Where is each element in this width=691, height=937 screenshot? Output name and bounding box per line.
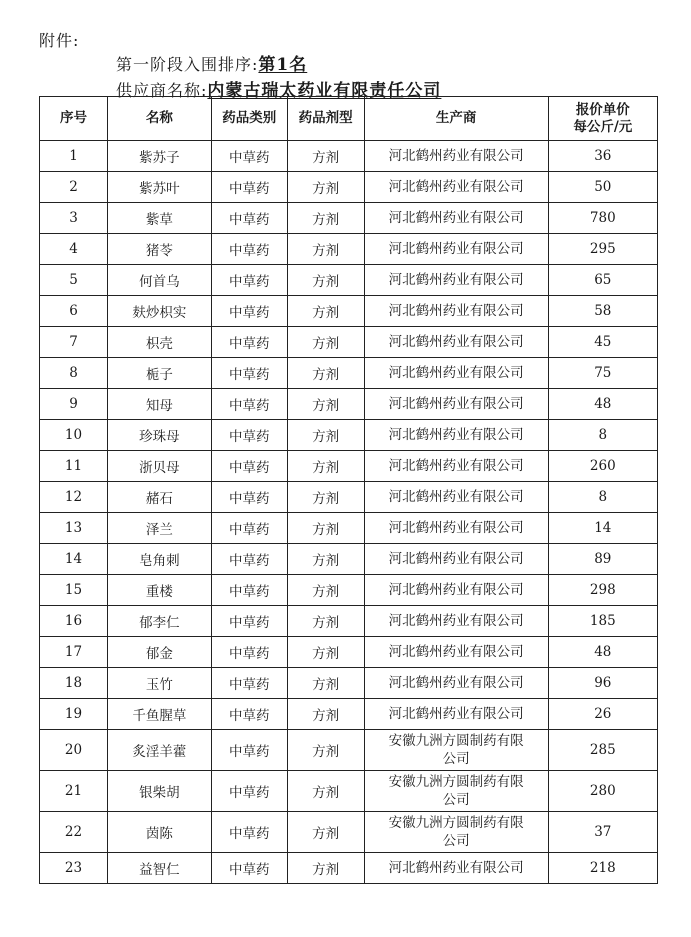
row-category: 中草药 [211, 853, 287, 884]
row-name: 紫苏叶 [108, 172, 212, 203]
row-form: 方剂 [287, 265, 364, 296]
row-no: 12 [40, 482, 108, 513]
row-manufacturer: 河北鹤州药业有限公司 [364, 234, 548, 265]
row-name: 皂角刺 [108, 544, 212, 575]
row-no: 3 [40, 203, 108, 234]
table-row [40, 265, 658, 296]
row-manufacturer: 河北鹤州药业有限公司 [364, 203, 548, 234]
table-row [40, 482, 658, 513]
row-form: 方剂 [287, 544, 364, 575]
row-manufacturer: 河北鹤州药业有限公司 [364, 699, 548, 730]
row-no: 19 [40, 699, 108, 730]
row-name: 银柴胡 [108, 771, 212, 812]
row-name: 枳壳 [108, 327, 212, 358]
header-price: 报价单价 每公斤/元 [548, 97, 657, 141]
row-manufacturer: 河北鹤州药业有限公司 [364, 265, 548, 296]
row-no: 8 [40, 358, 108, 389]
row-category: 中草药 [211, 358, 287, 389]
row-name: 千鱼腥草 [108, 699, 212, 730]
stage-rank: 第1名 [258, 55, 308, 75]
row-form: 方剂 [287, 513, 364, 544]
row-price: 8 [548, 482, 657, 513]
row-form: 方剂 [287, 812, 364, 853]
row-price: 298 [548, 575, 657, 606]
row-manufacturer: 河北鹤州药业有限公司 [364, 172, 548, 203]
row-form: 方剂 [287, 730, 364, 771]
row-price: 780 [548, 203, 657, 234]
row-price: 295 [548, 234, 657, 265]
row-no: 17 [40, 637, 108, 668]
row-category: 中草药 [211, 482, 287, 513]
row-category: 中草药 [211, 812, 287, 853]
row-manufacturer: 河北鹤州药业有限公司 [364, 451, 548, 482]
table-row [40, 544, 658, 575]
row-name: 郁李仁 [108, 606, 212, 637]
row-category: 中草药 [211, 389, 287, 420]
table-row [40, 141, 658, 172]
row-manufacturer: 河北鹤州药业有限公司 [364, 513, 548, 544]
header-category: 药品类别 [211, 97, 287, 141]
stage-label: 第一阶段入围排序: [116, 55, 259, 74]
row-form: 方剂 [287, 172, 364, 203]
row-form: 方剂 [287, 203, 364, 234]
supplier-name: 内蒙古瑞太药业有限责任公司 [207, 81, 442, 101]
row-no: 18 [40, 668, 108, 699]
row-category: 中草药 [211, 234, 287, 265]
row-manufacturer: 河北鹤州药业有限公司 [364, 668, 548, 699]
row-form: 方剂 [287, 668, 364, 699]
row-manufacturer: 河北鹤州药业有限公司 [364, 141, 548, 172]
row-manufacturer: 河北鹤州药业有限公司 [364, 606, 548, 637]
row-form: 方剂 [287, 853, 364, 884]
table-header-row [40, 97, 658, 141]
row-no: 23 [40, 853, 108, 884]
table-row [40, 812, 658, 853]
header-name: 名称 [108, 97, 212, 141]
table-row [40, 606, 658, 637]
row-name: 益智仁 [108, 853, 212, 884]
row-name: 重楼 [108, 575, 212, 606]
row-category: 中草药 [211, 327, 287, 358]
row-manufacturer: 河北鹤州药业有限公司 [364, 853, 548, 884]
row-manufacturer: 河北鹤州药业有限公司 [364, 637, 548, 668]
attachment-label: 附件: [39, 31, 80, 50]
row-price: 285 [548, 730, 657, 771]
row-name: 泽兰 [108, 513, 212, 544]
row-category: 中草药 [211, 265, 287, 296]
row-form: 方剂 [287, 451, 364, 482]
row-manufacturer: 河北鹤州药业有限公司 [364, 544, 548, 575]
table-row [40, 296, 658, 327]
row-no: 21 [40, 771, 108, 812]
row-form: 方剂 [287, 358, 364, 389]
table-row [40, 771, 658, 812]
row-price: 37 [548, 812, 657, 853]
row-form: 方剂 [287, 234, 364, 265]
row-name: 茵陈 [108, 812, 212, 853]
table-row [40, 389, 658, 420]
stage-rank-line [116, 50, 307, 75]
supplier-label: 供应商名称: [116, 81, 208, 100]
table-row [40, 451, 658, 482]
row-price: 50 [548, 172, 657, 203]
row-manufacturer: 河北鹤州药业有限公司 [364, 296, 548, 327]
row-no: 7 [40, 327, 108, 358]
row-category: 中草药 [211, 771, 287, 812]
table-row [40, 730, 658, 771]
row-name: 赭石 [108, 482, 212, 513]
row-manufacturer: 安徽九洲方圆制药有限 公司 [364, 771, 548, 812]
row-form: 方剂 [287, 575, 364, 606]
row-category: 中草药 [211, 544, 287, 575]
row-manufacturer: 河北鹤州药业有限公司 [364, 389, 548, 420]
row-form: 方剂 [287, 141, 364, 172]
row-no: 14 [40, 544, 108, 575]
table-row [40, 637, 658, 668]
header-manufacturer: 生产商 [364, 97, 548, 141]
row-form: 方剂 [287, 637, 364, 668]
row-name: 郁金 [108, 637, 212, 668]
row-no: 2 [40, 172, 108, 203]
row-manufacturer: 河北鹤州药业有限公司 [364, 575, 548, 606]
table-row [40, 327, 658, 358]
table-row [40, 575, 658, 606]
row-no: 6 [40, 296, 108, 327]
row-manufacturer: 河北鹤州药业有限公司 [364, 358, 548, 389]
table-row [40, 853, 658, 884]
row-price: 65 [548, 265, 657, 296]
row-price: 58 [548, 296, 657, 327]
row-manufacturer: 安徽九洲方圆制药有限 公司 [364, 730, 548, 771]
row-category: 中草药 [211, 296, 287, 327]
row-price: 185 [548, 606, 657, 637]
row-no: 5 [40, 265, 108, 296]
table-body [40, 141, 658, 884]
table-row [40, 668, 658, 699]
row-price: 48 [548, 637, 657, 668]
row-name: 炙淫羊藿 [108, 730, 212, 771]
row-form: 方剂 [287, 482, 364, 513]
row-name: 玉竹 [108, 668, 212, 699]
row-price: 8 [548, 420, 657, 451]
table-row [40, 172, 658, 203]
row-manufacturer: 安徽九洲方圆制药有限 公司 [364, 812, 548, 853]
price-table [39, 96, 658, 884]
row-price: 26 [548, 699, 657, 730]
row-category: 中草药 [211, 141, 287, 172]
row-no: 1 [40, 141, 108, 172]
row-manufacturer: 河北鹤州药业有限公司 [364, 482, 548, 513]
row-price: 96 [548, 668, 657, 699]
row-price: 75 [548, 358, 657, 389]
row-category: 中草药 [211, 606, 287, 637]
row-category: 中草药 [211, 699, 287, 730]
row-price: 14 [548, 513, 657, 544]
table-row [40, 203, 658, 234]
row-category: 中草药 [211, 668, 287, 699]
table-row [40, 699, 658, 730]
row-no: 4 [40, 234, 108, 265]
row-form: 方剂 [287, 771, 364, 812]
row-name: 知母 [108, 389, 212, 420]
table-row [40, 234, 658, 265]
row-form: 方剂 [287, 699, 364, 730]
row-no: 9 [40, 389, 108, 420]
header-form: 药品剂型 [287, 97, 364, 141]
row-name: 麸炒枳实 [108, 296, 212, 327]
header-no: 序号 [40, 97, 108, 141]
row-name: 紫草 [108, 203, 212, 234]
row-price: 218 [548, 853, 657, 884]
row-category: 中草药 [211, 451, 287, 482]
row-manufacturer: 河北鹤州药业有限公司 [364, 420, 548, 451]
row-name: 珍珠母 [108, 420, 212, 451]
row-name: 紫苏子 [108, 141, 212, 172]
row-category: 中草药 [211, 575, 287, 606]
table-row [40, 420, 658, 451]
table-row [40, 513, 658, 544]
row-price: 280 [548, 771, 657, 812]
row-category: 中草药 [211, 637, 287, 668]
table-row [40, 358, 658, 389]
row-category: 中草药 [211, 730, 287, 771]
row-category: 中草药 [211, 513, 287, 544]
row-form: 方剂 [287, 420, 364, 451]
row-manufacturer: 河北鹤州药业有限公司 [364, 327, 548, 358]
row-no: 15 [40, 575, 108, 606]
row-no: 11 [40, 451, 108, 482]
row-price: 89 [548, 544, 657, 575]
row-no: 13 [40, 513, 108, 544]
row-form: 方剂 [287, 389, 364, 420]
row-price: 48 [548, 389, 657, 420]
row-form: 方剂 [287, 606, 364, 637]
row-price: 260 [548, 451, 657, 482]
row-category: 中草药 [211, 172, 287, 203]
row-name: 何首乌 [108, 265, 212, 296]
row-name: 猪苓 [108, 234, 212, 265]
row-no: 10 [40, 420, 108, 451]
row-no: 22 [40, 812, 108, 853]
row-form: 方剂 [287, 296, 364, 327]
row-no: 20 [40, 730, 108, 771]
row-name: 浙贝母 [108, 451, 212, 482]
row-price: 45 [548, 327, 657, 358]
row-no: 16 [40, 606, 108, 637]
row-category: 中草药 [211, 420, 287, 451]
row-name: 栀子 [108, 358, 212, 389]
row-form: 方剂 [287, 327, 364, 358]
row-price: 36 [548, 141, 657, 172]
row-category: 中草药 [211, 203, 287, 234]
